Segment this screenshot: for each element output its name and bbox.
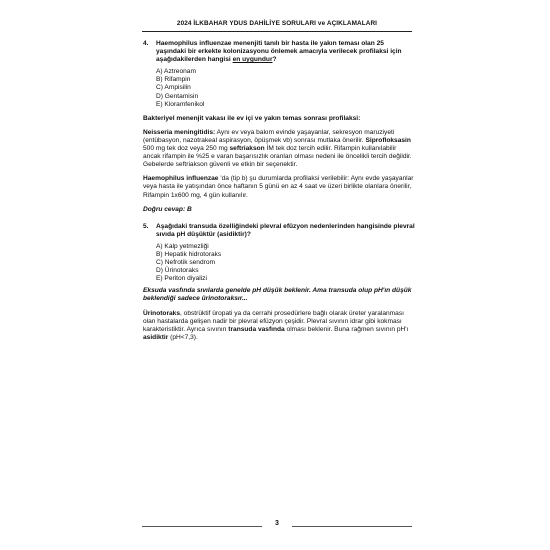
question-4-emphasis: en uygundur: [232, 56, 273, 64]
option-e: E) Kloramfenikol: [156, 100, 205, 108]
option-d: D) Ürinotoraks: [156, 267, 199, 275]
option-e: E) Periton diyalizi: [156, 275, 207, 283]
option-b: B) Rifampin: [156, 76, 191, 84]
footer-rule-left: [142, 526, 262, 527]
option-a: A) Aztreonam: [156, 68, 196, 76]
question-5-options: [156, 243, 415, 283]
question-5: [143, 223, 415, 239]
option-b: B) Hepatik hidrotoraks: [156, 250, 222, 258]
footer-rule-right: [292, 526, 412, 527]
option-c: C) Ampisilin: [156, 84, 191, 92]
document-page: [137, 10, 417, 540]
question-5-number: 5.: [143, 222, 149, 230]
option-a: A) Kalp yetmezliği: [156, 242, 209, 250]
page-header: 2024 İLKBAHAR YDUS DAHİLİYE SORULARI ve AÇIKLAMALARI: [176, 20, 378, 27]
explanation-5-paragraph-1: Ürinotoraks, obstrüktif üropati ya da cerrahi prosedürlere bağlı olarak üreter yaralanması olan hastalarda gelişen nadir bir plevral efüzyon çeşidir. Plevral sıvının idrar gibi kokması karakteristiktir. Ayrıca sıvının transuda vasfında olması beklenir. Buna rağmen sıvının pH'ı asidiktir (pH<7,3).: [143, 309, 409, 341]
header-rule: [142, 31, 412, 32]
explanation-5-note: Eksuda vasfında sıvılarda genelde pH düşük beklenir. Ama transuda olup pH'ın düşük beklendiği sadece ürinotoraksır...: [143, 287, 412, 303]
explanation-4-heading: Bakteriyel menenjit vakası ile ev içi ve yakın temas sonrası profilaksi:: [143, 114, 361, 122]
page-number: 3: [275, 520, 279, 527]
page-footer: [137, 520, 417, 532]
question-5-stem: Aşağıdaki transuda özelliğindeki plevral efüzyon nedenlerinden hangisinde plevral sıvıda pH düşüktür (asidiktir)?: [156, 222, 415, 238]
explanation-4-paragraph-2: Haemophilus influenzae 'da (tip b) şu durumlarda profilaksi verilebilir: Aynı evde yaşayanlar veya hasta ile yatışından önce haftanın 5 günü en az 4 saat ve üzeri birlikte olanlara önerilir, Rifampin 1x600 mg, 4 gün kullanılır.: [143, 175, 414, 199]
question-4-number: 4.: [143, 40, 149, 47]
option-c: C) Nefrotik sendrom: [156, 259, 215, 267]
question-4-options: [156, 68, 415, 108]
question-4-stem: Haemophilus influenzae menenjiti tanılı bir hasta ile yakın teması olan 25 yaşındaki bir erkekte kolonizasyonu önlemek amacıyla verilecek profilaksi için aşağıdakilerden hangisi en uygundur?: [156, 40, 402, 64]
option-d: D) Gentamisin: [156, 92, 199, 100]
page-content: [143, 40, 415, 342]
explanation-4-paragraph-1: Neisseria meningitidis: Aynı ev veya bakım evinde yaşayanlar, sekresyon maruziyeti (entübasyon, nazotrakeal aspirasyon, öpüşmek vb) sonrası mutlaka önerilir. Siprofloksasin 500 mg tek doz veya 250 mg seftriakson İM tek doz tercih edilir. Rifampin kullanılabilir ancak rifampin ile %25 e varan başarısızlık oranları olması nedeni ile öncelikli tercih değildir. Gebelerde seftriakson güvenli ve etkin bir seçenektir.: [143, 128, 412, 169]
question-4: [143, 40, 415, 64]
answer-4: Doğru cevap: B: [143, 205, 192, 213]
